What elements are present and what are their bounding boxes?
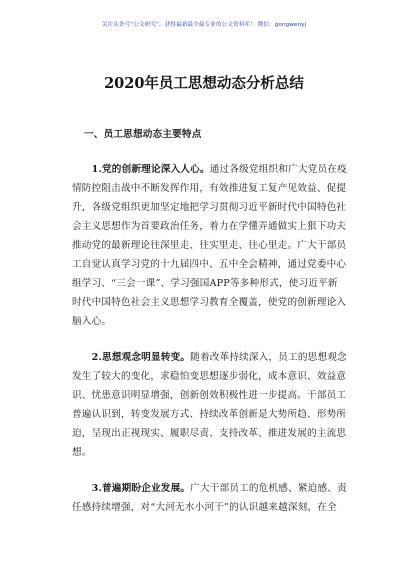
- promo-banner: 关注头条号“公文研究”，获得最新最全最专业的公文资料库！ 微信：gongwenyj: [101, 22, 307, 28]
- document-title: 2020年员工思想动态分析总结: [104, 75, 304, 92]
- paragraph-line: 工自觉认真学习党的十九届四中、五中全会精神，通过党委中心: [72, 259, 347, 270]
- paragraph-line: 识、忧患意识明显增强，创新创效积极性进一步提高。干部员工: [72, 390, 347, 401]
- paragraph-first-line: [72, 479, 348, 498]
- paragraph-line: 发生了较大的变化，求稳怕变思想逐步弱化，成本意识、效益意: [72, 371, 347, 382]
- paragraph-2: [72, 348, 348, 462]
- paragraph-first-line: [72, 160, 348, 179]
- paragraph-lead: 2.思想观念明显转变。: [91, 352, 191, 363]
- paragraph-line: 脑入心。: [72, 316, 112, 327]
- document-body: [72, 125, 348, 517]
- section-heading: 一、员工思想动态主要特点: [84, 129, 202, 140]
- paragraph-line: 情防控阻击战中不断发挥作用，有效推进复工复产见效益、促提: [72, 183, 347, 194]
- paragraph-lead: 1.党的创新理论深入人心。: [91, 164, 210, 175]
- paragraph-line: 迫，呈现出正视现实、履职尽责、支持改革、推进发展的主流思: [72, 428, 347, 439]
- paragraph-line: 任感持续增强，对“大河无水小河干”的认识越来越深刻，在全: [72, 502, 337, 513]
- paragraph-3: [72, 479, 348, 517]
- paragraph-line: 推动党的最新理论往深里走、往实里走、往心里走。广大干部员: [72, 240, 347, 251]
- paragraph-line: 会主义思想作为首要政治任务，着力在学懂弄通做实上狠下功夫: [72, 221, 347, 232]
- paragraph-gap: [72, 462, 348, 479]
- paragraph-line: 升，各级党组织更加坚定地把学习贯彻习近平新时代中国特色社: [72, 202, 347, 213]
- paragraph-line: 时代中国特色社会主义思想学习教育全覆盖，使党的创新理论入: [72, 297, 347, 308]
- paragraph-first-line: [72, 348, 348, 367]
- paragraph-line: 组学习、“三会一课”、学习强国APP等多种形式，使习近平新: [72, 278, 338, 289]
- paragraph-first-rest: 广大干部员工的危机感、紧迫感、责: [190, 483, 347, 494]
- paragraph-first-rest: 通过各级党组织和广大党员在疫: [209, 164, 347, 175]
- paragraph-1: [72, 160, 348, 331]
- paragraph-line: 想。: [72, 447, 92, 458]
- paragraph-gap: [72, 331, 348, 348]
- paragraph-first-rest: 随着改革持续深入，员工的思想观念: [190, 352, 347, 363]
- paragraph-lead: 3.普遍期盼企业发展。: [91, 483, 191, 494]
- paragraph-line: 普遍认识到，转变发展方式、持续改革创新是大势所趋、形势所: [72, 409, 347, 420]
